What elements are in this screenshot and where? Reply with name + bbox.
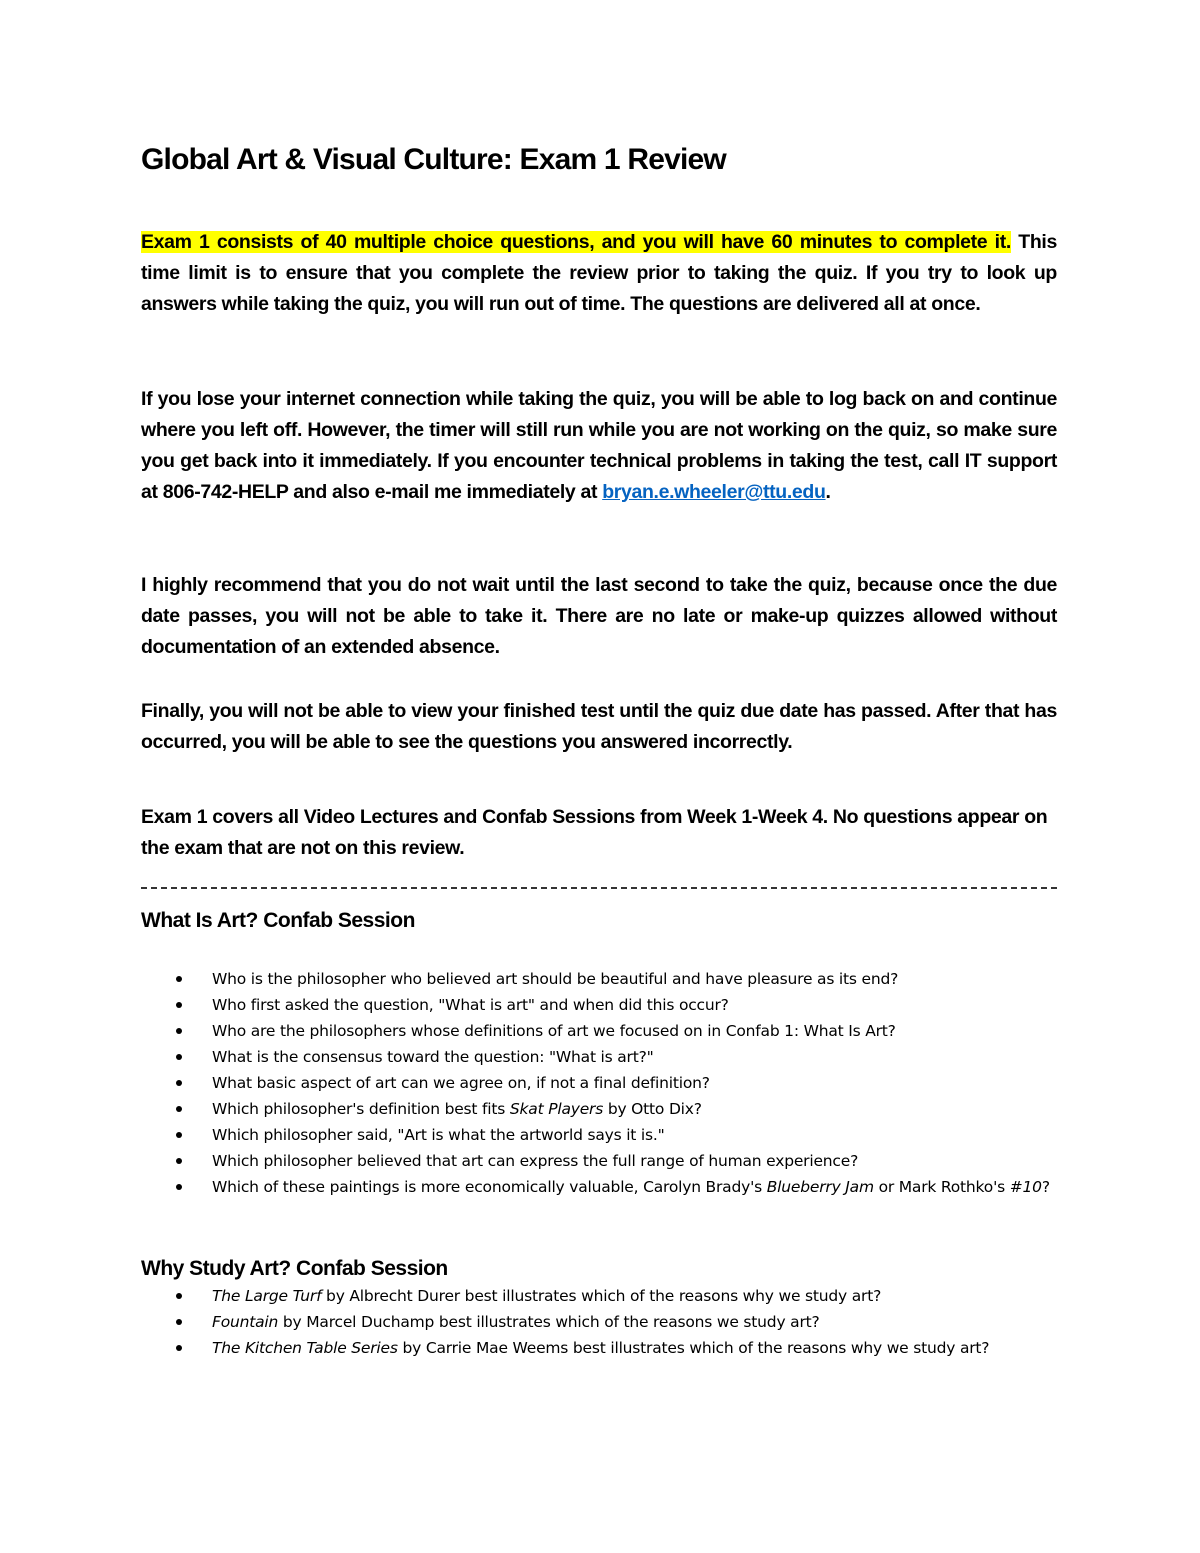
- question-item: [141, 1335, 1057, 1361]
- question-list: [141, 1283, 1057, 1361]
- question-text: by Albrecht Durer best illustrates which of the reasons why we study art?: [321, 1287, 882, 1305]
- artwork-title: The Kitchen Table Series: [212, 1339, 398, 1357]
- section-what-is-art: [141, 909, 1057, 1200]
- question-text: Which of these paintings is more economically valuable, Carolyn Brady's: [212, 1178, 767, 1196]
- question-text: Who is the philosopher who believed art should be beautiful and have pleasure as its end?: [212, 970, 899, 988]
- question-list: [141, 966, 1057, 1200]
- intro-paragraph: [141, 227, 1057, 320]
- question-text: Which philosopher believed that art can express the full range of human experience?: [212, 1152, 859, 1170]
- question-item: [141, 1309, 1057, 1335]
- question-item: [141, 1044, 1057, 1070]
- review-paragraph: [141, 696, 1057, 758]
- coverage-text: Exam 1 covers all Video Lectures and Confab Sessions from Week 1-Week 4. No questions appear on the exam that are not on this review.: [141, 806, 1048, 859]
- artwork-title: #10: [1009, 1178, 1042, 1196]
- question-text: Which philosopher's definition best fits: [212, 1100, 510, 1118]
- email-link[interactable]: bryan.e.wheeler@ttu.edu: [602, 481, 826, 503]
- connection-text: If you lose your internet connection while taking the quiz, you will be able to log back on and continue where you left off. However, the timer will still run while you are not working on the quiz, so make sure you get back into it immediately. If you encounter technical problems in taking the test, call IT support at 806-742-HELP and also e-mail me immediately at: [141, 388, 1057, 503]
- question-text: by Otto Dix?: [603, 1100, 702, 1118]
- connection-paragraph: [141, 384, 1057, 508]
- document-title: Global Art & Visual Culture: Exam 1 Review: [141, 143, 726, 176]
- question-item: [141, 1174, 1057, 1200]
- question-item: [141, 992, 1057, 1018]
- review-text: Finally, you will not be able to view your finished test until the quiz due date has passed. After that has occurred, you will be able to see the questions you answered incorrectly.: [141, 700, 1057, 753]
- artwork-title: Fountain: [212, 1313, 279, 1331]
- question-item: [141, 1122, 1057, 1148]
- question-item: [141, 1283, 1057, 1309]
- question-item: [141, 1018, 1057, 1044]
- question-item: [141, 1070, 1057, 1096]
- question-text: by Marcel Duchamp best illustrates which of the reasons we study art?: [278, 1313, 820, 1331]
- question-item: [141, 966, 1057, 992]
- highlighted-exam-info: Exam 1 consists of 40 multiple choice questions, and you will have 60 minutes to complete it.: [141, 231, 1011, 253]
- question-item: [141, 1096, 1057, 1122]
- due-date-text: I highly recommend that you do not wait until the last second to take the quiz, because once the due date passes, you will not be able to take it. There are no late or make-up quizzes allowed without documentation of an extended absence.: [141, 574, 1057, 658]
- artwork-title: The Large Turf: [212, 1287, 322, 1305]
- intro-text: This time limit is to ensure that you complete the review prior to taking the quiz. If you try to look up answers while taking the quiz, you will run out of time. The questions are delivered all at once.: [141, 231, 1057, 315]
- artwork-title: Blueberry Jam: [766, 1178, 874, 1196]
- question-text: What basic aspect of art can we agree on, if not a final definition?: [212, 1074, 710, 1092]
- section-why-study-art: [141, 1257, 1057, 1361]
- question-text: Who are the philosophers whose definitions of art we focused on in Confab 1: What Is Art?: [212, 1022, 896, 1040]
- question-item: [141, 1148, 1057, 1174]
- question-text: by Carrie Mae Weems best illustrates which of the reasons why we study art?: [397, 1339, 990, 1357]
- section-heading: Why Study Art? Confab Session: [141, 1257, 448, 1280]
- section-heading: What Is Art? Confab Session: [141, 909, 415, 932]
- coverage-paragraph: [141, 802, 1057, 864]
- question-text: Who first asked the question, "What is art" and when did this occur?: [212, 996, 729, 1014]
- question-text: What is the consensus toward the question: "What is art?": [212, 1048, 654, 1066]
- question-text: or Mark Rothko's: [873, 1178, 1010, 1196]
- artwork-title: Skat Players: [509, 1100, 604, 1118]
- separator-line: [141, 887, 1057, 889]
- question-text: Which philosopher said, "Art is what the artworld says it is.": [212, 1126, 665, 1144]
- due-date-paragraph: [141, 570, 1057, 663]
- period: .: [825, 481, 831, 503]
- document-title-block: [141, 143, 1057, 177]
- question-text: ?: [1041, 1178, 1050, 1196]
